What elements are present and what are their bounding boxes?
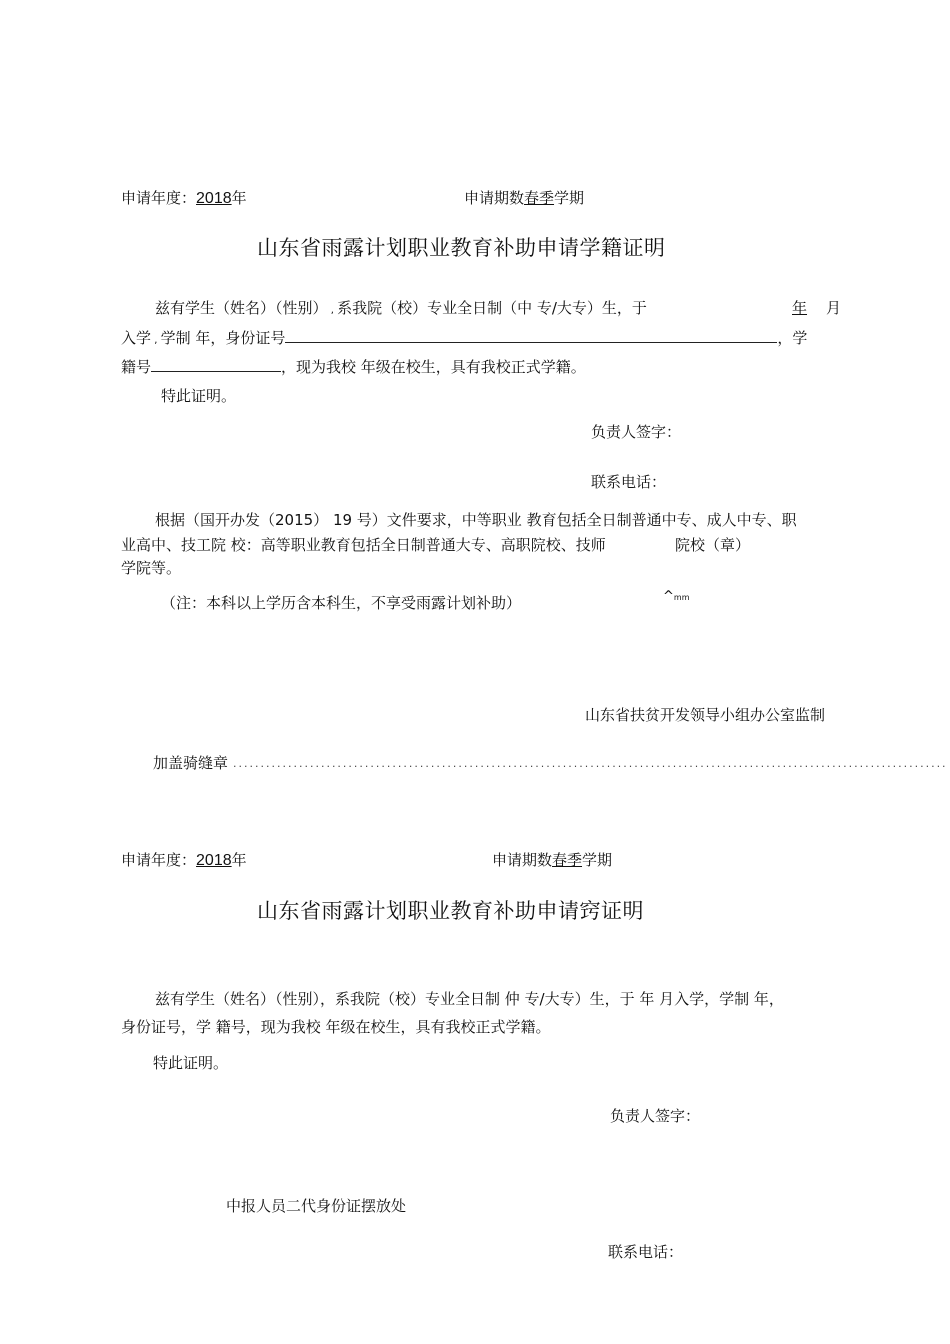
cert1-line1-year: 年 [792,299,808,317]
cert1-line2-end: ，学 [777,329,808,347]
cert1-term [464,187,584,208]
cert2-body-line2: 身份证号，学 籍号，现为我校 年级在校生，具有我校正式学籍。 [121,1018,551,1036]
cert1-body-line1: 兹有学生（姓名）（性别） , 系我院（校）专业全日制（中 专/大专）生，于 [155,299,647,317]
cert2-signer-label: 负责人签字： [610,1107,701,1125]
cert1-term-label: 申请期数 [464,189,525,207]
cert1-year-label: 申请年度： [121,189,197,207]
cert2-term-value: 春季 [552,851,583,869]
cert1-year [121,187,247,208]
cert1-term-suffix: 学期 [554,189,585,207]
seam-seal-label: 加盖骑缝章 [153,754,229,772]
cert1-line3-b: ，现为我校 年级在校生，具有我校正式学籍。 [281,358,586,376]
cert2-year-label: 申请年度： [121,851,197,869]
cert1-title: 山东省雨露计划职业教育补助申请学籍证明 [257,236,666,260]
cert1-line1-month: 月 [826,299,842,317]
scan-mark [663,589,690,604]
basis-line1: 根据（国开办发（2015） 19 号）文件要求，中等职业 教育包括全日制普通中专、成人中专、职 [155,511,797,529]
cert1-year-value: 2018 [196,190,232,207]
basis-line3: 学院等。 [121,559,182,577]
cert1-signer-label: 负责人签字： [591,423,682,441]
cert1-phone-label: 联系电话： [591,473,667,491]
student-id-line [151,357,281,372]
cert1-line2-a: 入学 [121,329,152,347]
cert2-phone-label: 联系电话： [608,1243,684,1261]
scan-mark-small: mm [673,593,690,602]
basis-line2: 业高中、技工院 校：高等职业教育包括全日制普通大专、高职院校、技师 [121,536,606,554]
cert1-hereby: 特此证明。 [161,387,237,405]
cert2-body-line1: 兹有学生（姓名）（性别），系我院（校）专业全日制 仲 专/大专）生，于 年 月入学，学制 年， [155,990,784,1008]
cert2-term-suffix: 学期 [582,851,613,869]
cert2-year-value: 2018 [196,852,232,869]
cert2-year [121,849,247,870]
scan-mark-caret: ^ [663,589,674,604]
cert2-hereby: 特此证明。 [153,1054,229,1072]
cert1-line1-b: 系我院（校）专业全日制（中 专/大专）生，于 [337,299,647,317]
exclusion-note: （注：本科以上学历含本科生，不享受雨露计划补助） [161,594,522,612]
supervisor-label: 山东省扶贫开发领导小组办公室监制 [585,706,826,724]
id-card-placement-area: 中报人员二代身份证摆放处 [226,1197,407,1215]
cert2-term [492,849,612,870]
cert2-title: 山东省雨露计划职业教育补助申请窍证明 [257,899,644,923]
cert1-body-line3 [121,356,586,377]
cert2-year-suffix: 年 [231,851,247,869]
cert1-line3-a: 籍号 [121,358,152,376]
cert1-line2-b: 学制 年，身份证号 [160,329,286,347]
id-number-line [285,328,777,343]
seam-dotted-line: .................................................................................................................................. [233,757,948,770]
stamp-label: 院校（章） [675,536,751,554]
cert1-body-line2: 入学 , 学制 年，身份证号 ，学 [121,329,808,347]
cert2-term-label: 申请期数 [492,851,553,869]
cert1-year-suffix: 年 [231,189,247,207]
cert1-term-value: 春季 [524,189,555,207]
cert1-line1-a: 兹有学生（姓名）（性别） [155,299,328,317]
